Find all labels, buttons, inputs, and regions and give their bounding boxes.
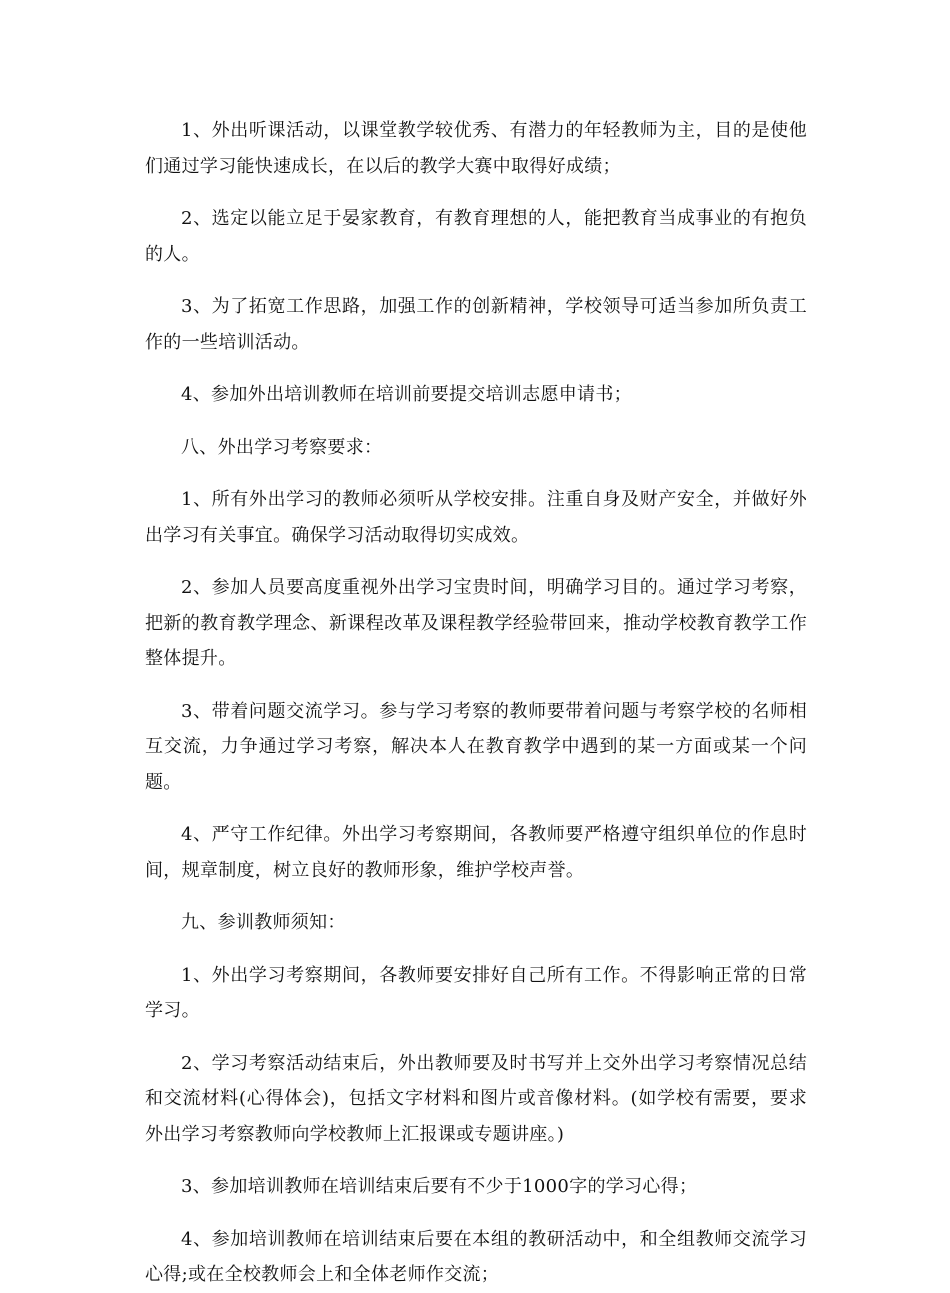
paragraph-leader-training: 3、为了拓宽工作思路，加强工作的创新精神，学校领导可适当参加所负责工作的一些培训活动。 bbox=[145, 296, 807, 353]
paragraph-selection-criteria: 2、选定以能立足于晏家教育，有教育理想的人，能把教育当成事业的有抱负的人。 bbox=[145, 208, 807, 265]
paragraph-exchange-questions: 3、带着问题交流学习。参与学习考察的教师要带着问题与考察学校的名师相互交流，力争通过学习考察，解决本人在教育教学中遇到的某一方面或某一个问题。 bbox=[145, 700, 807, 793]
paragraph-discipline: 4、严守工作纪律。外出学习考察期间，各教师要严格遵守组织单位的作息时间，规章制度，树立良好的教师形象，维护学校声誉。 bbox=[145, 824, 807, 881]
paragraph-arrange-work: 1、外出学习考察期间，各教师要安排好自己所有工作。不得影响正常的日常学习。 bbox=[145, 964, 807, 1021]
section-heading-8: 八、外出学习考察要求： bbox=[181, 436, 383, 458]
section-heading-9: 九、参训教师须知： bbox=[181, 912, 346, 933]
paragraph-learning-notes: 3、参加培训教师在培训结束后要有不少于1000字的学习心得； bbox=[181, 1176, 698, 1197]
paragraph-follow-arrangement: 1、所有外出学习的教师必须听从学校安排。注重自身及财产安全，并做好外出学习有关事宜。确保学习活动取得切实成效。 bbox=[145, 489, 807, 546]
paragraph-listening-activity: 1、外出听课活动，以课堂教学较优秀、有潜力的年轻教师为主，目的是使他们通过学习能快速成长，在以后的教学大赛中取得好成绩； bbox=[145, 120, 807, 177]
paragraph-summary-materials: 2、学习考察活动结束后，外出教师要及时书写并上交外出学习考察情况总结和交流材料(心得体会)，包括文字材料和图片或音像材料。(如学校有需要，要求外出学习考察教师向学校教师上汇报课或专题讲座。) bbox=[145, 1052, 807, 1145]
paragraph-application-form: 4、参加外出培训教师在培训前要提交培训志愿申请书； bbox=[181, 384, 632, 405]
paragraph-value-time: 2、参加人员要高度重视外出学习宝贵时间，明确学习目的。通过学习考察，把新的教育教学理念、新课程改革及课程教学经验带回来，推动学校教育教学工作整体提升。 bbox=[145, 577, 807, 669]
paragraph-share-experience: 4、参加培训教师在培训结束后要在本组的教研活动中，和全组教师交流学习心得;或在全校教师会上和全体老师作交流； bbox=[145, 1228, 807, 1285]
